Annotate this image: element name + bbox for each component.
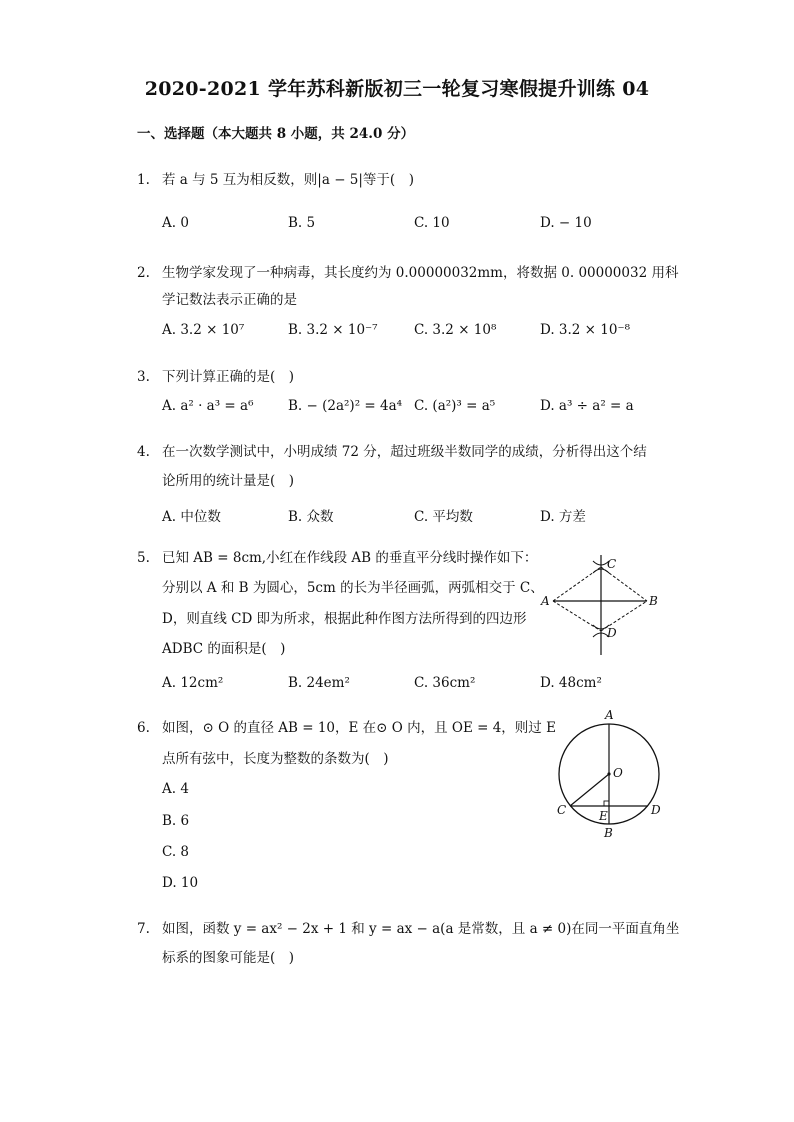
label-a: A: [605, 708, 614, 722]
question-text: 学记数法表示正确的是: [162, 292, 297, 308]
label-c: C: [557, 803, 567, 817]
radius-oc: [570, 774, 609, 806]
dashed-ad: [553, 601, 601, 631]
question-text: 生物学家发现了一种病毒，其长度约为 0.00000032mm，将数据 0. 00000032 用科: [162, 265, 679, 281]
option-c: C. (a²)³ = a⁵: [414, 398, 496, 414]
figure-perpendicular-bisector: [535, 555, 665, 655]
option-b: B. 5: [288, 215, 316, 231]
question-text: 已知 AB = 8cm,小红在作线段 AB 的垂直平分线时操作如下：: [162, 550, 538, 566]
option-b: B. 众数: [288, 509, 334, 525]
label-b: B: [649, 594, 658, 608]
label-d: D: [607, 626, 617, 640]
document-title: 2020-2021 学年苏科新版初三一轮复习寒假提升训练 04: [144, 78, 650, 100]
question-text: D，则直线 CD 即为所求，根据此种作图方法所得到的四边形: [162, 611, 527, 627]
label-c: C: [607, 557, 617, 571]
section-heading: 一、选择题（本大题共 8 小题，共 24.0 分）: [137, 126, 415, 142]
option-c: C. 平均数: [414, 509, 473, 525]
question-text: 下列计算正确的是( ): [162, 369, 295, 385]
option-d: D. 10: [162, 875, 199, 891]
label-d: D: [651, 803, 661, 817]
option-b: B. − (2a²)² = 4a⁴: [288, 398, 403, 414]
option-b: B. 6: [162, 813, 190, 829]
option-a: A. 0: [162, 215, 189, 231]
option-d: D. − 10: [540, 215, 592, 231]
question-text: 如图，函数 y = ax² − 2x + 1 和 y = ax − a(a 是常数，且 a ≠ 0)在同一平面直角坐: [162, 921, 680, 937]
option-d: D. a³ ÷ a² = a: [540, 398, 634, 414]
figure-circle-chord: [548, 706, 674, 842]
question-text: 若 a 与 5 互为相反数，则|a − 5|等于( ): [162, 172, 414, 188]
question-text: 论所用的统计量是( ): [162, 473, 295, 489]
question-text: ADBC 的面积是( ): [162, 641, 286, 657]
question-text: 如图，⊙ O 的直径 AB = 10，E 在⊙ O 内，且 OE = 4，则过 E: [162, 720, 556, 736]
question-number: 2.: [137, 265, 150, 281]
right-angle-mark: [604, 801, 609, 806]
option-b: B. 3.2 × 10⁻⁷: [288, 322, 378, 338]
option-a: A. 12cm²: [162, 675, 224, 691]
option-c: C. 36cm²: [414, 675, 476, 691]
question-number: 1.: [137, 172, 150, 188]
option-b: B. 24em²: [288, 675, 350, 691]
option-d: D. 方差: [540, 509, 586, 525]
label-a: A: [541, 594, 550, 608]
option-c: C. 3.2 × 10⁸: [414, 322, 497, 338]
question-number: 7.: [137, 921, 150, 937]
question-number: 4.: [137, 444, 150, 460]
label-b: B: [604, 826, 613, 840]
center-point: [607, 772, 610, 775]
question-number: 6.: [137, 720, 150, 736]
option-a: A. 中位数: [162, 509, 221, 525]
label-e: E: [599, 809, 608, 823]
option-c: C. 8: [162, 844, 190, 860]
question-text: 点所有弦中，长度为整数的条数为( ): [162, 751, 389, 767]
option-d: D. 3.2 × 10⁻⁸: [540, 322, 631, 338]
option-a: A. 4: [162, 781, 189, 797]
label-o: O: [613, 766, 623, 780]
question-number: 5.: [137, 550, 150, 566]
question-number: 3.: [137, 369, 150, 385]
question-text: 分别以 A 和 B 为圆心，5cm 的长为半径画弧，两弧相交于 C、: [162, 580, 544, 596]
option-c: C. 10: [414, 215, 450, 231]
question-text: 在一次数学测试中，小明成绩 72 分，超过班级半数同学的成绩，分析得出这个结: [162, 444, 647, 460]
option-a: A. a² · a³ = a⁶: [162, 398, 254, 414]
option-d: D. 48cm²: [540, 675, 602, 691]
question-text: 标系的图象可能是( ): [162, 950, 295, 966]
option-a: A. 3.2 × 10⁷: [162, 322, 245, 338]
